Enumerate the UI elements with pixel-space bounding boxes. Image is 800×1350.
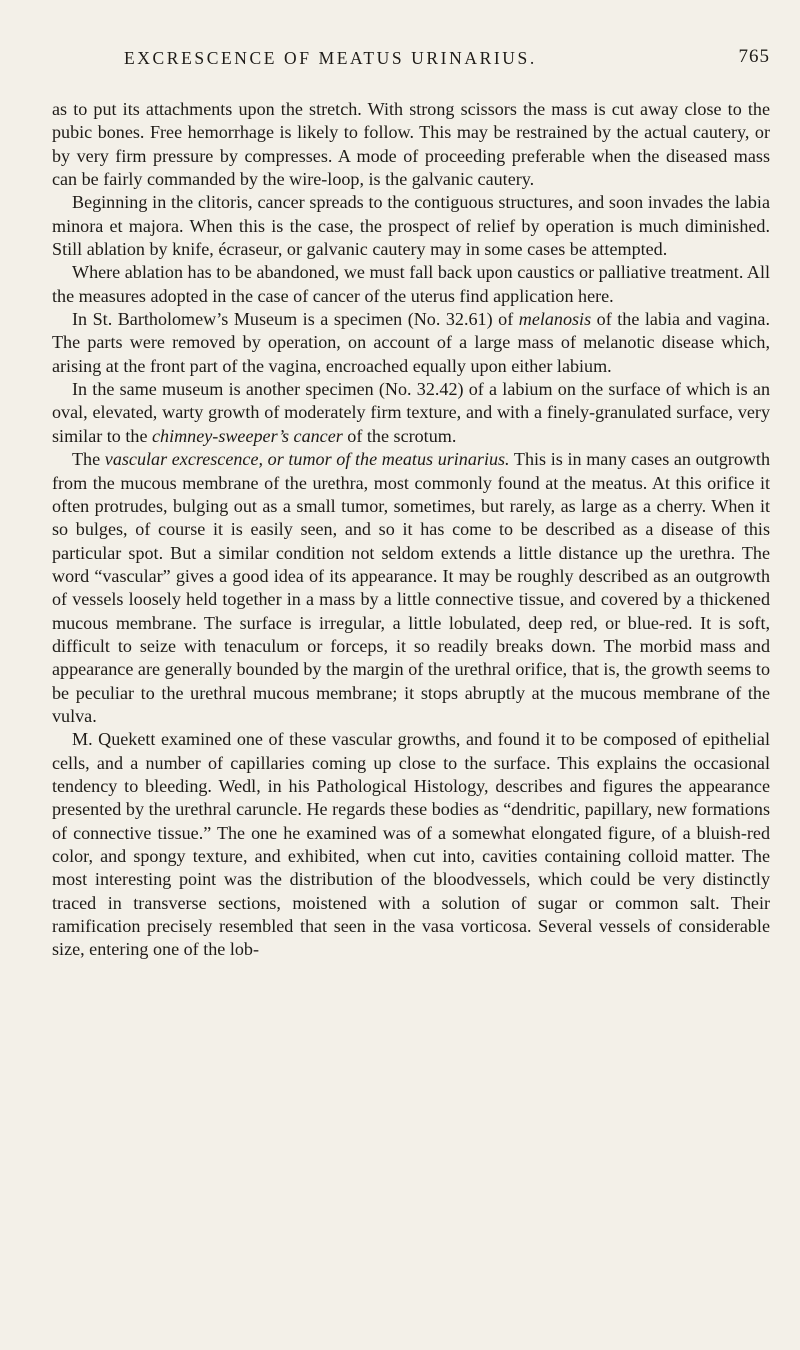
italic-term: melanosis [518, 309, 592, 330]
paragraph [52, 728, 770, 961]
paragraph [52, 261, 770, 308]
paragraph [52, 378, 770, 448]
italic-term: chimney-sweeper’s cancer [152, 425, 343, 446]
paragraph [52, 98, 770, 191]
text-run: In St. Bartholomew’s Museum is a specimen (No. 32.61) of [72, 309, 519, 330]
italic-term: vascular excrescence, or tumor of the meatus urinarius. [104, 449, 510, 470]
text-run: as to put its attachments upon the stretch. With strong scissors the mass is cut away close to the pubic bones. Free hemorrhage is likely to follow. This may be restrained by the actual cautery, or by very firm pressure by compresses. A mode of proceeding preferable when the diseased mass can be fairly commanded by the wire-loop, is the galvanic cautery. [52, 99, 770, 190]
text-run: M. Quekett examined one of these vascular growths, and found it to be composed of epithelial cells, and a number of capillaries coming up close to the surface. This explains the occasional tendency to bleeding. Wedl, in his Pathological Histology, describes and figures the appearance presented by the urethral caruncle. He regards these bodies as “dendritic, papillary, new formations of connective tissue.” The one he examined was of a somewhat elongated figure, of a bluish-red color, and spongy texture, and exhibited, when cut into, cavities containing colloid matter. The most interesting point was the distribution of the bloodvessels, which could be very distinctly traced in transverse sections, moistened with a solution of sugar or common salt. Their ramification precisely resembled that seen in the vasa vorticosa. Several vessels of considerable size, entering one of the lob- [52, 729, 770, 960]
running-title: EXCRESCENCE OF MEATUS URINARIUS. [124, 48, 537, 68]
body-text [52, 98, 770, 962]
text-run: Beginning in the clitoris, cancer spreads to the contiguous structures, and soon invades the labia minora et majora. When this is the case, the prospect of relief by operation is much diminished. Still ablation by knife, écraseur, or galvanic cautery may in some cases be attempted. [52, 192, 770, 260]
paragraph [52, 191, 770, 261]
page-number: 765 [738, 46, 770, 67]
text-run: of the labia and vagina. The parts were removed by operation, on account of a large mass of melanotic disease which, arising at the front part of the vagina, encroached equally upon either labium. [52, 309, 770, 376]
text-run: This is in many cases an outgrowth from the mucous membrane of the urethra, most commonly found at the meatus. At this orifice it often protrudes, bulging out as a small tumor, sometimes, but rarely, as large as a cherry. When it so bulges, of course it is easily seen, and so it has come to be described as a disease of this particular spot. But a similar condition not seldom extends a little distance up the urethra. The word “vascular” gives a good idea of its appearance. It may be roughly described as an outgrowth of vessels loosely held together in a mass by a little connective tissue, and covered by a thickened mucous membrane. The surface is irregular, a little lobulated, deep red, or blue-red. It is soft, difficult to seize with tenaculum or forceps, it so readily breaks down. The morbid mass and appearance are generally bounded by the margin of the urethral orifice, that is, the growth seems to be peculiar to the urethral mucous membrane; it stops abruptly at the mucous membrane of the vulva. [52, 449, 771, 726]
text-run: Where ablation has to be abandoned, we must fall back upon caustics or palliative treatment. All the measures adopted in the case of cancer of the uterus find application here. [52, 262, 770, 306]
text-run: of the scrotum. [342, 425, 457, 446]
running-head [52, 48, 770, 76]
text-run: The [72, 449, 105, 470]
text-run: In the same museum is another specimen (No. 32.42) of a labium on the surface of which is an oval, elevated, warty growth of moderately firm texture, and with a finely-granulated surface, very similar to the [52, 379, 770, 446]
paragraph [52, 308, 770, 378]
paragraph [52, 448, 770, 728]
book-page [52, 48, 770, 962]
